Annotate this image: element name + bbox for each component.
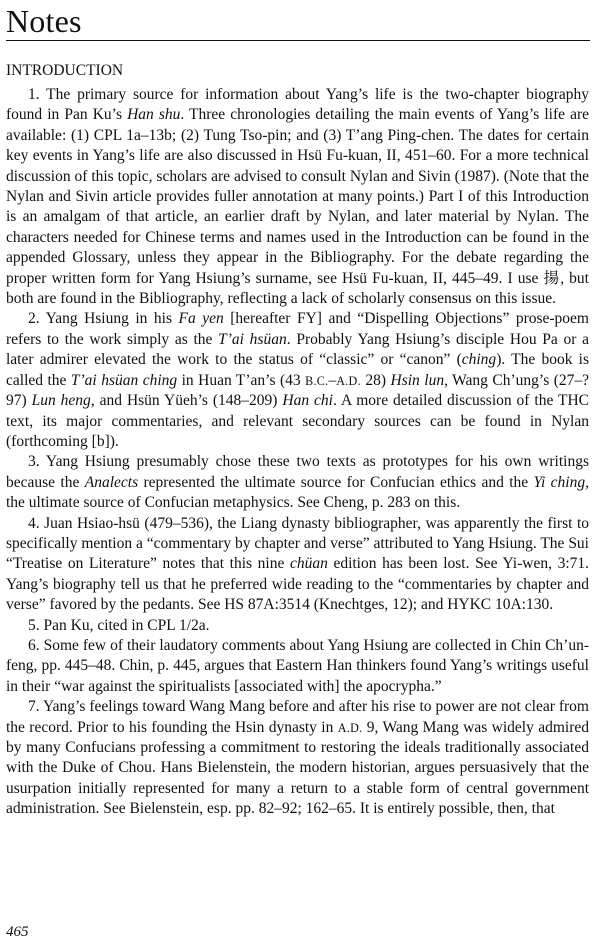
italic-title: Fa yen: [178, 310, 224, 328]
note-text: 9, Wang Mang was widely admired by many Confucians professing a commitment to restoring the ideals traditionally associated with the Duke of Chou. Hans Bielenstein, the modern historian, argues persuasively that the usurpation initially represented for many a return to a stable form of central government administration. See Bielenstein, esp. pp. 82–92; 162–65. It is entirely possible, then, that: [6, 718, 590, 818]
note-text: in Huan T’an’s (43: [177, 371, 306, 389]
note-text: Some few of their laudatory comments about Yang Hsiung are collected in Chin Ch’un-feng, pp. 445–48. Chin, p. 445, argues that Eastern Han thinkers found Yang’s writings useful in their “war against the spiritualists [associated with] the apocrypha.”: [6, 636, 589, 695]
italic-title: Lun heng: [31, 392, 91, 410]
italic-title: chüan: [289, 555, 328, 573]
page-number: 465: [6, 924, 29, 940]
note-text: Pan Ku, cited in CPL 1/2a.: [43, 616, 210, 634]
note-text: . Three chronologies detailing the main events of Yang’s life are available: (1) CPL 1a–13b; (2) Tung Tso-pin; and (3) T’ang Ping-chen. The dates for certain key events in Yang’s life are also discussed in Hsü Fu-kuan, II, 451–60. For a more technical discussion of this topic, scholars are advised to consult Nylan and Sivin (1987). (Note that the Nylan and Sivin article provides fuller annotation at many points.) Part I of this Introduction is an amalgam of that article, an earlier draft by Nylan, and later material by Nylan. The characters needed for Chinese terms and names used in the Introduction can be found in the appended Glossary, unless they appear in the Bibliography. For the debate regarding the proper written form for Yang Hsiung’s surname, see Hsü Fu-kuan, II, 445–49. I use 揚, but both are found in the Bibliography, reflecting a lack of scholarly consensus on this issue.: [6, 106, 589, 308]
italic-title: T’ai hsüan ching: [70, 371, 178, 389]
note-text: –: [328, 371, 337, 389]
note-text: Yang Hsiung in his: [45, 310, 179, 328]
note-text: , Wang Ch’ung’s (27–?97): [6, 371, 589, 410]
era-abbreviation: B.C.: [305, 373, 329, 388]
note-text: , the ultimate source of Confucian metaphysics. See Cheng, p. 283 on this.: [6, 473, 589, 512]
note-7: [6, 697, 589, 819]
title-rule: [6, 40, 590, 41]
italic-title: Yi ching: [533, 473, 586, 491]
italic-title: Hsin lun: [390, 371, 445, 389]
note-number: 3.: [28, 453, 46, 471]
note-number: 6.: [28, 636, 44, 654]
page-title: Notes: [6, 3, 82, 39]
note-3: [6, 452, 589, 513]
note-text: Juan Hsiao-hsü (479–536), the Liang dynasty bibliographer, was apparently the first to specifically mention a “commentary by chapter and verse” attributed to Yang Hsiung. The Sui “Treatise on Literature” notes that this nine: [6, 514, 589, 573]
note-number: 4.: [28, 514, 45, 532]
italic-title: ching: [461, 351, 497, 369]
note-text: edition has been lost. See Yi-wen, 3:71. Yang’s biography tell us that he preferred wide reading to the “commentaries by chapter and verse” favored by the pedants. See HS 87A:3514 (Knechtges, 12); and HYKC 10A:130.: [6, 555, 589, 614]
note-text: ). The book is called the: [6, 351, 589, 389]
note-6: [6, 636, 589, 697]
italic-title: Han shu: [127, 106, 181, 124]
note-text: Yang Hsiung presumably chose these two texts as prototypes for his own writings because the: [6, 453, 589, 491]
note-1: [6, 85, 589, 309]
note-text: [hereafter FY] and “Dispelling Objections” prose-poem refers to the work simply as the: [6, 310, 589, 348]
notes-body: [6, 85, 589, 820]
section-heading: INTRODUCTION: [6, 62, 124, 79]
era-abbreviation: A.D.: [337, 720, 363, 735]
note-text: represented the ultimate source for Confucian ethics and the: [138, 473, 534, 491]
note-5: [6, 616, 589, 636]
note-text: . A more detailed discussion of the THC text, its major commentaries, and relevant secondary sources can be found in Nylan (forthcoming [b]).: [6, 392, 590, 450]
note-4: [6, 514, 589, 616]
note-text: . Probably Yang Hsiung’s disciple Hou Pa or a later admirer elevated the work to the status of “classic” or “canon” (: [6, 330, 590, 369]
italic-title: T’ai hsüan: [218, 330, 287, 348]
italic-title: Analects: [84, 473, 139, 491]
italic-title: Han chi: [282, 392, 333, 410]
note-number: 2.: [28, 310, 46, 328]
note-2: [6, 309, 589, 452]
note-number: 5.: [28, 616, 44, 634]
era-abbreviation: A.D.: [336, 373, 361, 388]
note-number: 7.: [28, 698, 44, 716]
note-number: 1.: [28, 86, 47, 103]
note-text: The primary source for information about Yang’s life is the two-chapter biography found in Pan Ku’s: [6, 86, 589, 124]
note-text: 28): [360, 371, 391, 389]
note-text: , and Hsün Yüeh’s (148–209): [90, 392, 283, 410]
note-text: Yang’s feelings toward Wang Mang before and after his rise to power are not clear from the record. Prior to his founding the Hsin dynasty in: [6, 698, 589, 736]
